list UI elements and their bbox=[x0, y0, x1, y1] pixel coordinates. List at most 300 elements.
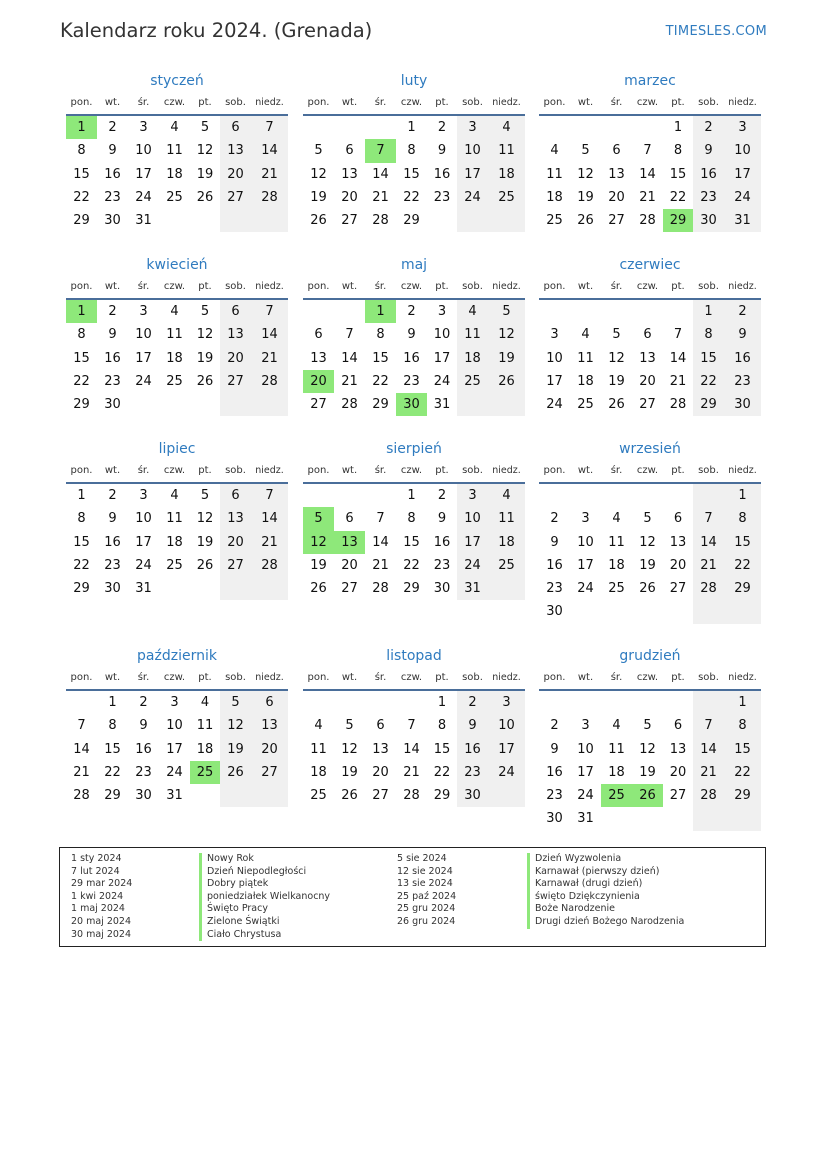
day-cell: 16 bbox=[135, 741, 152, 757]
day-cell: 14 bbox=[693, 531, 724, 554]
day-cell: 8 bbox=[77, 143, 86, 159]
legend-date: 25 gru 2024 bbox=[397, 903, 456, 915]
empty-cell bbox=[663, 807, 693, 830]
weekday-label: wt. bbox=[104, 672, 121, 683]
day-cell: 21 bbox=[693, 761, 724, 784]
day-cell: 8 bbox=[77, 511, 86, 527]
day-cell: 12 bbox=[608, 350, 625, 366]
day-cell: 15 bbox=[433, 741, 451, 757]
day-cell: 24 bbox=[577, 581, 594, 597]
weekday-label: śr. bbox=[374, 97, 387, 108]
day-cell: 20 bbox=[220, 531, 251, 554]
weekday-label: wt. bbox=[577, 465, 594, 476]
day-cell: 7 bbox=[376, 511, 385, 527]
day-cell: 21 bbox=[403, 764, 420, 780]
weekday-label: pon. bbox=[70, 97, 93, 108]
weekday-label: śr. bbox=[374, 281, 387, 292]
weekday-label: pt. bbox=[198, 97, 212, 108]
day-cell: 10 bbox=[724, 139, 761, 162]
weekday-label: sob. bbox=[698, 281, 719, 292]
empty-cell bbox=[570, 691, 601, 714]
day-cell: 16 bbox=[433, 534, 451, 550]
empty-cell bbox=[663, 691, 693, 714]
weekday-label: wt. bbox=[577, 97, 594, 108]
day-cell: 2 bbox=[407, 304, 416, 319]
weekday-label: niedz. bbox=[492, 281, 521, 292]
day-cell: 18 bbox=[310, 764, 327, 780]
empty-cell bbox=[693, 691, 724, 714]
day-cell: 23 bbox=[433, 557, 451, 573]
day-cell: 7 bbox=[365, 139, 396, 162]
weekday-label: czw. bbox=[636, 281, 659, 292]
day-cell: 22 bbox=[73, 189, 90, 205]
weekday-label: czw. bbox=[636, 97, 659, 108]
weekday-header bbox=[66, 667, 288, 691]
day-cell: 19 bbox=[310, 189, 327, 205]
day-cell: 6 bbox=[376, 718, 385, 734]
day-cell: 17 bbox=[433, 350, 451, 366]
day-cell: 7 bbox=[693, 714, 724, 737]
month-block bbox=[539, 438, 761, 624]
day-cell: 30 bbox=[724, 393, 761, 416]
weekday-label: pon. bbox=[70, 465, 93, 476]
day-cell: 29 bbox=[403, 213, 420, 229]
day-cell: 29 bbox=[724, 577, 761, 600]
day-cell: 31 bbox=[577, 811, 594, 827]
day-cell: 4 bbox=[612, 718, 621, 734]
empty-cell bbox=[601, 300, 632, 323]
day-cell: 31 bbox=[135, 581, 152, 597]
month-block bbox=[303, 70, 525, 232]
day-cell: 5 bbox=[643, 718, 652, 734]
weekday-header bbox=[539, 667, 761, 691]
day-cell: 10 bbox=[488, 714, 525, 737]
day-cell: 21 bbox=[669, 373, 687, 389]
day-cell: 26 bbox=[310, 213, 327, 229]
legend-date: 5 sie 2024 bbox=[397, 853, 447, 864]
weekday-label: pon. bbox=[543, 281, 566, 292]
empty-cell bbox=[693, 600, 724, 623]
day-cell: 28 bbox=[341, 397, 358, 413]
month-block bbox=[66, 70, 288, 232]
day-cell: 4 bbox=[612, 511, 621, 527]
empty-cell bbox=[488, 784, 525, 807]
legend-holiday-name: Dzień Wyzwolenia bbox=[527, 853, 684, 866]
empty-cell bbox=[539, 116, 570, 139]
day-cell: 28 bbox=[693, 577, 724, 600]
day-cell: 20 bbox=[372, 764, 389, 780]
day-cell: 4 bbox=[457, 300, 488, 323]
empty-cell bbox=[570, 116, 601, 139]
day-grid bbox=[66, 691, 288, 807]
empty-cell bbox=[159, 209, 190, 232]
month-block bbox=[539, 70, 761, 232]
day-cell: 17 bbox=[546, 373, 563, 389]
weekday-label: pt. bbox=[671, 465, 685, 476]
day-cell: 21 bbox=[341, 373, 358, 389]
empty-cell bbox=[334, 691, 365, 714]
empty-cell bbox=[220, 209, 251, 232]
day-cell: 1 bbox=[66, 300, 97, 323]
day-cell: 28 bbox=[693, 784, 724, 807]
weekday-label: niedz. bbox=[255, 281, 284, 292]
day-cell: 19 bbox=[577, 189, 594, 205]
day-cell: 27 bbox=[669, 788, 687, 804]
day-cell: 13 bbox=[608, 166, 625, 182]
day-cell: 11 bbox=[608, 741, 625, 757]
day-cell: 21 bbox=[251, 347, 288, 370]
day-cell: 3 bbox=[457, 116, 488, 139]
day-cell: 12 bbox=[196, 143, 214, 159]
month-name: październik bbox=[137, 648, 217, 664]
empty-cell bbox=[457, 393, 488, 416]
day-cell: 20 bbox=[341, 557, 358, 573]
weekday-header bbox=[303, 276, 525, 300]
weekday-label: wt. bbox=[577, 281, 594, 292]
empty-cell bbox=[724, 600, 761, 623]
weekday-label: śr. bbox=[374, 672, 387, 683]
day-cell: 11 bbox=[608, 534, 625, 550]
weekday-header bbox=[303, 460, 525, 484]
day-cell: 20 bbox=[303, 370, 334, 393]
day-cell: 9 bbox=[139, 718, 148, 734]
page-title: Kalendarz roku 2024. (Grenada) bbox=[60, 19, 373, 42]
weekday-label: niedz. bbox=[255, 465, 284, 476]
day-cell: 27 bbox=[372, 788, 389, 804]
day-cell: 31 bbox=[135, 213, 152, 229]
day-cell: 24 bbox=[724, 186, 761, 209]
day-cell: 17 bbox=[577, 557, 594, 573]
brand-link[interactable]: TIMESLES.COM bbox=[665, 24, 767, 39]
weekday-label: pon. bbox=[307, 672, 330, 683]
day-cell: 13 bbox=[310, 350, 327, 366]
day-cell: 19 bbox=[608, 373, 625, 389]
empty-cell bbox=[632, 807, 663, 830]
day-cell: 26 bbox=[488, 370, 525, 393]
weekday-label: sob. bbox=[462, 281, 483, 292]
weekday-label: pon. bbox=[307, 281, 330, 292]
empty-cell bbox=[190, 784, 220, 807]
day-cell: 18 bbox=[488, 531, 525, 554]
month-name: lipiec bbox=[158, 441, 196, 457]
day-cell: 8 bbox=[77, 327, 86, 343]
weekday-label: czw. bbox=[163, 465, 186, 476]
day-cell: 28 bbox=[73, 788, 90, 804]
day-cell: 28 bbox=[639, 213, 656, 229]
weekday-header bbox=[66, 460, 288, 484]
weekday-label: sob. bbox=[462, 465, 483, 476]
day-cell: 12 bbox=[196, 327, 214, 343]
day-cell: 12 bbox=[577, 166, 594, 182]
empty-cell bbox=[251, 577, 288, 600]
day-cell: 3 bbox=[488, 691, 525, 714]
day-cell: 10 bbox=[457, 507, 488, 530]
day-cell: 24 bbox=[546, 397, 563, 413]
day-cell: 4 bbox=[550, 143, 559, 159]
day-cell: 19 bbox=[639, 557, 656, 573]
day-cell: 26 bbox=[196, 373, 214, 389]
weekday-label: pon. bbox=[307, 465, 330, 476]
weekday-label: czw. bbox=[400, 281, 423, 292]
day-cell: 27 bbox=[251, 761, 288, 784]
empty-cell bbox=[190, 577, 220, 600]
day-cell: 14 bbox=[251, 323, 288, 346]
day-cell: 10 bbox=[135, 511, 152, 527]
day-cell: 28 bbox=[403, 788, 420, 804]
day-cell: 1 bbox=[407, 488, 416, 503]
day-cell: 10 bbox=[457, 139, 488, 162]
day-cell: 23 bbox=[104, 373, 121, 389]
day-cell: 14 bbox=[372, 166, 389, 182]
month-block bbox=[66, 438, 288, 600]
day-cell: 1 bbox=[77, 488, 86, 503]
day-cell: 3 bbox=[139, 488, 148, 503]
legend-date: 25 paź 2024 bbox=[397, 890, 457, 902]
day-cell: 30 bbox=[396, 393, 427, 416]
empty-cell bbox=[220, 393, 251, 416]
weekday-label: niedz. bbox=[728, 281, 757, 292]
day-cell: 3 bbox=[139, 120, 148, 135]
legend-holiday-name: Zielone Świątki bbox=[199, 916, 330, 929]
day-cell: 14 bbox=[403, 741, 420, 757]
day-cell: 2 bbox=[724, 300, 761, 323]
day-cell: 31 bbox=[166, 788, 183, 804]
day-cell: 13 bbox=[220, 323, 251, 346]
day-cell: 12 bbox=[303, 531, 334, 554]
day-cell: 7 bbox=[673, 327, 683, 343]
empty-cell bbox=[570, 600, 601, 623]
day-cell: 11 bbox=[166, 511, 183, 527]
day-cell: 31 bbox=[457, 577, 488, 600]
day-cell: 16 bbox=[724, 347, 761, 370]
day-cell: 11 bbox=[196, 718, 214, 734]
empty-cell bbox=[334, 484, 365, 507]
day-cell: 14 bbox=[251, 139, 288, 162]
empty-cell bbox=[632, 116, 663, 139]
weekday-label: czw. bbox=[400, 465, 423, 476]
day-grid bbox=[539, 691, 761, 831]
weekday-label: pon. bbox=[543, 97, 566, 108]
weekday-label: śr. bbox=[137, 465, 150, 476]
weekday-label: niedz. bbox=[728, 465, 757, 476]
legend-date: 26 gru 2024 bbox=[397, 915, 456, 927]
empty-cell bbox=[632, 484, 663, 507]
weekday-label: śr. bbox=[610, 672, 623, 683]
day-cell: 25 bbox=[577, 397, 594, 413]
day-cell: 2 bbox=[693, 116, 724, 139]
day-cell: 12 bbox=[220, 714, 251, 737]
day-cell: 17 bbox=[724, 163, 761, 186]
day-cell: 29 bbox=[372, 397, 389, 413]
day-cell: 18 bbox=[166, 350, 183, 366]
day-cell: 5 bbox=[220, 691, 251, 714]
empty-cell bbox=[632, 300, 663, 323]
empty-cell bbox=[220, 784, 251, 807]
empty-cell bbox=[724, 807, 761, 830]
day-cell: 26 bbox=[196, 557, 214, 573]
empty-cell bbox=[601, 116, 632, 139]
day-cell: 10 bbox=[433, 327, 451, 343]
legend-holiday-name: Święto Pracy bbox=[199, 903, 330, 916]
weekday-label: niedz. bbox=[255, 672, 284, 683]
day-cell: 20 bbox=[220, 347, 251, 370]
day-cell: 26 bbox=[341, 788, 358, 804]
day-cell: 8 bbox=[407, 143, 416, 159]
day-cell: 15 bbox=[403, 534, 420, 550]
day-cell: 5 bbox=[303, 507, 334, 530]
empty-cell bbox=[663, 300, 693, 323]
day-cell: 23 bbox=[457, 761, 488, 784]
day-cell: 19 bbox=[196, 350, 214, 366]
day-cell: 16 bbox=[457, 738, 488, 761]
day-cell: 11 bbox=[310, 741, 327, 757]
day-cell: 21 bbox=[372, 189, 389, 205]
day-cell: 3 bbox=[724, 116, 761, 139]
day-cell: 25 bbox=[546, 213, 563, 229]
day-cell: 27 bbox=[639, 397, 656, 413]
day-cell: 3 bbox=[581, 511, 590, 527]
weekday-header bbox=[66, 276, 288, 300]
day-cell: 18 bbox=[577, 373, 594, 389]
month-name: kwiecień bbox=[146, 257, 208, 273]
day-cell: 23 bbox=[135, 764, 152, 780]
weekday-label: niedz. bbox=[492, 465, 521, 476]
day-grid bbox=[66, 116, 288, 232]
day-cell: 20 bbox=[639, 373, 656, 389]
day-cell: 13 bbox=[220, 507, 251, 530]
day-cell: 4 bbox=[488, 484, 525, 507]
day-cell: 27 bbox=[669, 581, 687, 597]
weekday-label: śr. bbox=[374, 465, 387, 476]
day-cell: 21 bbox=[73, 764, 90, 780]
legend-holiday-name: Karnawał (drugi dzień) bbox=[527, 878, 684, 891]
day-cell: 11 bbox=[488, 139, 525, 162]
day-cell: 28 bbox=[251, 186, 288, 209]
day-cell: 1 bbox=[108, 695, 117, 710]
day-cell: 14 bbox=[693, 738, 724, 761]
day-cell: 28 bbox=[251, 370, 288, 393]
day-grid bbox=[303, 116, 525, 232]
legend-date: 29 mar 2024 bbox=[71, 878, 133, 890]
weekday-label: czw. bbox=[163, 672, 186, 683]
day-cell: 24 bbox=[135, 189, 152, 205]
day-cell: 2 bbox=[437, 120, 447, 135]
empty-cell bbox=[251, 393, 288, 416]
empty-cell bbox=[539, 300, 570, 323]
day-cell: 18 bbox=[457, 347, 488, 370]
empty-cell bbox=[190, 393, 220, 416]
day-cell: 22 bbox=[73, 373, 90, 389]
day-cell: 26 bbox=[632, 784, 663, 807]
day-cell: 22 bbox=[433, 764, 451, 780]
empty-cell bbox=[488, 393, 525, 416]
day-cell: 5 bbox=[200, 488, 210, 503]
legend-date: 30 maj 2024 bbox=[71, 928, 132, 940]
day-cell: 9 bbox=[550, 534, 559, 550]
day-cell: 15 bbox=[403, 166, 420, 182]
day-cell: 2 bbox=[108, 304, 117, 319]
day-cell: 23 bbox=[104, 189, 121, 205]
day-cell: 29 bbox=[724, 784, 761, 807]
day-cell: 23 bbox=[693, 186, 724, 209]
weekday-label: wt. bbox=[104, 465, 121, 476]
weekday-label: sob. bbox=[225, 281, 246, 292]
empty-cell bbox=[663, 600, 693, 623]
weekday-label: pon. bbox=[543, 672, 566, 683]
empty-cell bbox=[632, 600, 663, 623]
day-cell: 23 bbox=[433, 189, 451, 205]
day-cell: 5 bbox=[581, 143, 590, 159]
weekday-label: śr. bbox=[137, 672, 150, 683]
day-cell: 1 bbox=[66, 116, 97, 139]
day-cell: 8 bbox=[407, 511, 416, 527]
weekday-header bbox=[303, 667, 525, 691]
day-cell: 6 bbox=[314, 327, 323, 343]
day-cell: 1 bbox=[437, 695, 447, 710]
weekday-label: pt. bbox=[671, 672, 685, 683]
day-cell: 25 bbox=[488, 554, 525, 577]
day-cell: 17 bbox=[135, 166, 152, 182]
day-cell: 26 bbox=[196, 189, 214, 205]
day-cell: 1 bbox=[673, 120, 683, 135]
legend-holiday-name: Dzień Niepodległości bbox=[199, 866, 330, 879]
empty-cell bbox=[427, 209, 457, 232]
day-cell: 6 bbox=[345, 511, 354, 527]
day-cell: 27 bbox=[220, 186, 251, 209]
weekday-label: sob. bbox=[698, 465, 719, 476]
empty-cell bbox=[601, 600, 632, 623]
day-cell: 14 bbox=[73, 741, 90, 757]
weekday-label: pt. bbox=[198, 672, 212, 683]
day-cell: 5 bbox=[200, 120, 210, 135]
day-cell: 21 bbox=[251, 163, 288, 186]
day-cell: 1 bbox=[693, 300, 724, 323]
empty-cell bbox=[693, 484, 724, 507]
weekday-header bbox=[303, 92, 525, 116]
weekday-label: czw. bbox=[636, 672, 659, 683]
legend-dates-col-2 bbox=[397, 853, 456, 929]
day-cell: 16 bbox=[546, 764, 563, 780]
empty-cell bbox=[488, 577, 525, 600]
legend-date: 1 maj 2024 bbox=[71, 903, 125, 915]
day-cell: 7 bbox=[251, 116, 288, 139]
day-cell: 11 bbox=[457, 323, 488, 346]
day-cell: 4 bbox=[314, 718, 323, 734]
day-cell: 21 bbox=[251, 531, 288, 554]
day-cell: 20 bbox=[220, 163, 251, 186]
day-cell: 6 bbox=[345, 143, 354, 159]
day-cell: 15 bbox=[104, 741, 121, 757]
weekday-label: pon. bbox=[543, 465, 566, 476]
day-cell: 11 bbox=[577, 350, 594, 366]
weekday-label: pt. bbox=[435, 97, 449, 108]
day-cell: 5 bbox=[314, 143, 323, 159]
day-cell: 14 bbox=[251, 507, 288, 530]
legend-holiday-name: Ciało Chrystusa bbox=[199, 929, 330, 942]
day-cell: 5 bbox=[488, 300, 525, 323]
day-cell: 23 bbox=[546, 581, 563, 597]
day-cell: 11 bbox=[488, 507, 525, 530]
weekday-label: czw. bbox=[636, 465, 659, 476]
day-cell: 27 bbox=[310, 397, 327, 413]
day-cell: 15 bbox=[669, 166, 687, 182]
day-cell: 5 bbox=[200, 304, 210, 319]
empty-cell bbox=[457, 209, 488, 232]
day-cell: 18 bbox=[488, 163, 525, 186]
day-cell: 23 bbox=[104, 557, 121, 573]
day-cell: 7 bbox=[693, 507, 724, 530]
day-cell: 18 bbox=[166, 534, 183, 550]
